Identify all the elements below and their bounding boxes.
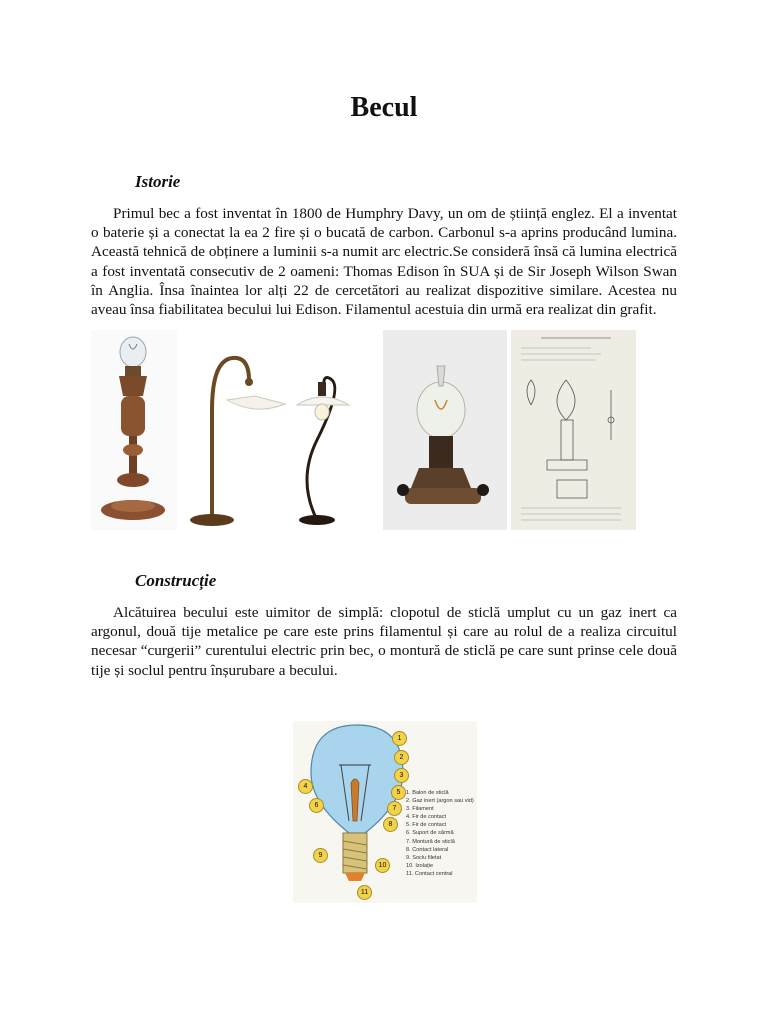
callout-marker: 6 — [309, 798, 324, 813]
legend-item: 8. Contact lateral — [406, 846, 449, 853]
callout-marker: 9 — [313, 848, 328, 863]
section-heading-constructie: Construcție — [135, 571, 217, 590]
legend-item: 11. Contact central — [406, 870, 453, 877]
callout-marker: 1 — [392, 731, 407, 746]
legend-item: 10. Izolație — [406, 862, 434, 869]
callout-marker: 4 — [298, 779, 313, 794]
callout-marker: 2 — [394, 750, 409, 765]
callout-marker: 10 — [375, 858, 390, 873]
desk-lamps-photo — [177, 330, 383, 530]
callout-marker: 8 — [383, 817, 398, 832]
lamp-photos-strip — [91, 330, 636, 530]
bulb-construction-diagram — [293, 721, 477, 903]
callout-marker: 3 — [394, 768, 409, 783]
legend-item: 7. Montură de sticlă — [406, 838, 455, 845]
page-title: Becul — [350, 92, 418, 123]
callout-marker: 5 — [391, 785, 406, 800]
legend-item: 9. Soclu filetat — [406, 854, 442, 861]
legend-item: 4. Fir de contact — [406, 814, 447, 821]
paragraph-constructie: Alcătuirea becului este uimitor de simplă: clopotul de sticlă umplut cu un gaz inert ca argonul, două tije metalice pe care este prins filamentul și care au rolul de a realiza circuitul necesar “curgerii” curentului electric prin bec, o montură de sticlă pe care sunt prinse cele două tije și soclul pentru înșurubare a becului. — [91, 604, 677, 679]
section-heading-istorie: Istorie — [135, 172, 181, 191]
edison-bulb-photo — [383, 330, 507, 530]
callout-marker: 11 — [357, 885, 372, 900]
ornate-lamp-photo — [91, 330, 177, 530]
legend-item: 1. Balon de sticlă — [406, 790, 449, 796]
diagram-legend — [406, 789, 480, 878]
callout-marker: 7 — [387, 801, 402, 816]
legend-item: 3. Filament — [406, 806, 434, 813]
legend-item: 5. Fir de contact — [406, 822, 447, 829]
legend-item: 6. Suport de sârmă — [406, 830, 454, 837]
paragraph-istorie: Primul bec a fost inventat în 1800 de Humphry Davy, un om de știință englez. El a inventat o baterie și a conectat la ea 2 fire și o bucată de carbon. Carbonul s-a aprins producând lumina. Această tehnică de obținere a luminii s-a numit arc electric.Se consideră însă că lumina electrică a fost inventată consecutiv de 2 oameni: Thomas Edison în SUA și de Sir Joseph Wilson Swan în Anglia. Însa înaintea lor alți 22 de cercetători au realizat dispozitive similare. Acestea nu aveau însa fiabilitatea becului lui Edison. Filamentul acestuia din urmă era realizat din grafit. — [91, 205, 677, 319]
legend-item: 2. Gaz inert (argon sau vid) — [406, 798, 474, 805]
patent-drawing-photo — [511, 330, 636, 530]
